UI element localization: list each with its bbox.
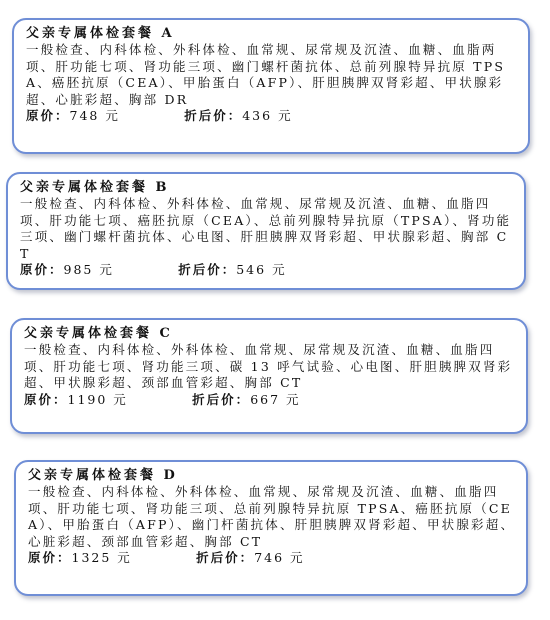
package-title: 父亲专属体检套餐 C	[24, 326, 173, 341]
discount-price-label: 折后价：	[184, 108, 243, 123]
price-row	[20, 262, 514, 278]
price-row	[28, 550, 516, 566]
package-card-a	[12, 18, 530, 154]
package-card-c	[10, 318, 528, 434]
original-price-label: 原价：	[24, 391, 68, 407]
original-price: 1325 元	[71, 550, 132, 565]
discount-price-label: 折后价：	[192, 391, 251, 407]
price-row	[26, 108, 518, 124]
discount-price: 436 元	[242, 108, 293, 123]
package-items: 一般检查、内科体检、外科体检、血常规、尿常规及沉渣、血糖、血脂两项、肝功能七项、肾功能三项、幽门螺杆菌抗体、总前列腺特异抗原 TPSA、癌胚抗原（CEA）、甲胎蛋白（AFP）、肝胆胰脾双肾彩超、甲状腺彩超、心脏彩超、胸部 DR	[26, 42, 506, 107]
original-price: 748 元	[69, 108, 120, 123]
original-price: 1190 元	[67, 391, 128, 407]
price-row	[24, 392, 516, 408]
original-price-label: 原价：	[20, 262, 64, 277]
original-price-label: 原价：	[28, 550, 72, 565]
package-items: 一般检查、内科体检、外科体检、血常规、尿常规及沉渣、血糖、血脂四项、肝功能七项、癌胚抗原（CEA）、总前列腺特异抗原（TPSA）、肾功能三项、幽门螺杆菌抗体、心电图、肝胆胰脾双肾彩超、甲状腺彩超、胸部 CT	[20, 196, 512, 261]
package-title: 父亲专属体检套餐 B	[20, 180, 170, 195]
original-price: 985 元	[63, 262, 114, 277]
package-title: 父亲专属体检套餐 D	[28, 468, 178, 483]
package-items: 一般检查、内科体检、外科体检、血常规、尿常规及沉渣、血糖、血脂四项、肝功能七项、肾功能三项、碳 13 呼气试验、心电图、肝胆胰脾双肾彩超、甲状腺彩超、颈部血管彩超、胸部 CT	[24, 342, 513, 390]
discount-price: 546 元	[236, 262, 287, 277]
package-items: 一般检查、内科体检、外科体检、血常规、尿常规及沉渣、血糖、血脂四项、肝功能七项、肾功能三项、总前列腺特异抗原 TPSA、癌胚抗原（CEA）、甲胎蛋白（AFP）、幽门杆菌抗体、肝胆胰脾双肾彩超、甲状腺彩超、心脏彩超、颈部血管彩超、胸部 CT	[28, 484, 516, 549]
original-price-label: 原价：	[26, 108, 70, 123]
package-card-b	[6, 172, 526, 290]
discount-price: 746 元	[254, 550, 305, 565]
discount-price: 667 元	[250, 391, 301, 407]
discount-price-label: 折后价：	[196, 550, 255, 565]
package-card-d	[14, 460, 528, 596]
discount-price-label: 折后价：	[178, 262, 237, 277]
package-title: 父亲专属体检套餐 A	[26, 26, 175, 41]
